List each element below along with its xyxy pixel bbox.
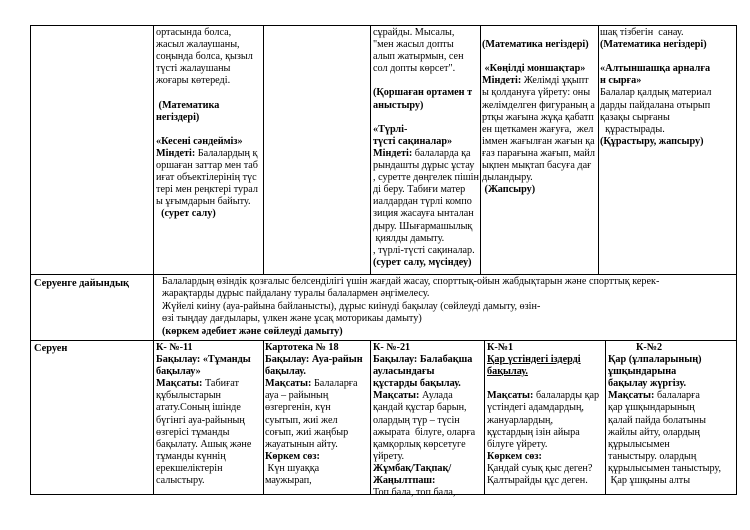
- walk-cell-3: [373, 342, 483, 499]
- text-line: іммен жағылған жағын қа: [482, 135, 595, 147]
- col-border-walk-1: [263, 340, 264, 494]
- text-line: ықпен мықтап басуға дағ: [482, 160, 592, 172]
- text-line: жоғары көтереді.: [156, 75, 231, 87]
- text-line: [156, 87, 262, 99]
- text-line: ерекшеліктерін: [156, 462, 223, 474]
- text-line: [373, 148, 479, 160]
- text-line: бақылау жүргізу.: [608, 378, 687, 390]
- text-line: [156, 148, 262, 160]
- text-line-lead: Мақсаты:: [487, 390, 534, 402]
- top-cell-4: [482, 27, 597, 272]
- text-line: бақылау»: [156, 366, 201, 378]
- label-column-border: [153, 25, 154, 494]
- text-line: , түрлі-түсті сақиналар.: [373, 244, 475, 256]
- text-line: ғаз парағына жағып, майл: [482, 147, 595, 159]
- text-line: [487, 390, 604, 402]
- text-line: құрастырады.: [600, 123, 665, 135]
- text-line: үйрету.: [373, 450, 405, 462]
- text-line: оршаған заттар мен таб: [156, 160, 258, 172]
- text-line-rest: Балаларға: [311, 378, 358, 390]
- text-line: дыландыру.: [482, 172, 533, 184]
- text-line-rest: Аулада: [419, 390, 453, 402]
- text-line: қиялды дамыту.: [373, 232, 445, 244]
- text-line: Жұмбақ/Тақпақ/Жаңылтпаш:: [373, 462, 452, 487]
- text-line: таныстыру. олардың: [608, 450, 697, 462]
- text-line: [373, 75, 479, 87]
- walk-prep-text: [162, 276, 737, 338]
- text-line: «Түрлі-: [373, 123, 408, 135]
- text-line: Қалтырайды құс деген.: [487, 475, 588, 487]
- text-line: (сурет салу): [156, 208, 216, 220]
- text-line: ді беру. Табиғи матер: [373, 184, 466, 196]
- text-line: Картотека № 18: [265, 342, 339, 353]
- text-line: сол допты көрсет".: [373, 63, 456, 75]
- text-line: ауласындағы: [373, 366, 435, 378]
- text-line: соңында болса, қызыл: [156, 51, 253, 63]
- text-line-lead: Міндеті:: [156, 147, 196, 159]
- text-line: , суретте дөңгелек пішін: [373, 172, 479, 184]
- text-line: құрылысымен: [608, 438, 670, 450]
- text-line: қалай пайда болатыны: [608, 414, 706, 426]
- text-line: К- №-21: [373, 342, 411, 353]
- text-line: құбылыстарын: [156, 390, 222, 402]
- row-divider-walk: [30, 340, 737, 341]
- text-line: салыстыру.: [156, 475, 205, 487]
- text-line: түсті жалаушаны: [156, 63, 231, 75]
- walk-cell-2: [265, 342, 369, 492]
- text-line: иғат объектілерінің түс: [156, 172, 257, 184]
- text-line: ы ұғымдарын байыту.: [156, 196, 251, 208]
- text-line: бақылату. Ашық және: [156, 438, 252, 450]
- text-line: Бақылау: Ауа-райын: [265, 354, 363, 366]
- text-line: қандай құстар барын,: [373, 402, 467, 414]
- text-line-lead: Мақсаты:: [265, 378, 312, 390]
- text-line-rest: Желімді ұқыпт: [521, 75, 589, 87]
- text-line: Көркем сөз:: [265, 450, 320, 462]
- text-line: жайлы айту, олардың: [608, 426, 700, 438]
- text-line: үстіндегі адамдардың,: [487, 402, 584, 414]
- text-line: желімделген фигураның а: [482, 99, 595, 111]
- text-line: «Алтыншашқа арналға: [600, 63, 711, 75]
- text-line-rest: Табиғат: [202, 378, 239, 390]
- text-line: қар ұшқындарының: [608, 402, 695, 414]
- col-border-top-2: [370, 25, 371, 274]
- text-line-lead: Мақсаты:: [156, 378, 203, 390]
- text-line: дыру. Шығармашылық: [373, 220, 473, 232]
- text-line: бақылау.: [265, 366, 306, 378]
- text-line: бақылау.: [487, 366, 528, 378]
- text-line: Топ бала, топ бала,: [373, 487, 456, 499]
- text-line: [482, 51, 597, 63]
- text-line: сұрайды. Мысалы,: [373, 27, 455, 38]
- table-left-border: [30, 25, 31, 494]
- text-line: соғып, жиі жаңбыр: [265, 426, 349, 438]
- text-line: жануарлардың,: [487, 414, 554, 426]
- text-line-rest: балаларға: [654, 390, 700, 402]
- text-line: Жүйелі киіну (ауа-райына байланысты), дұрыс киінуді бақылау (сөйлеуді дамыту, өзін-: [162, 300, 541, 312]
- text-line: (Қоршаған ортамен т: [373, 87, 473, 99]
- text-line: Қандай суық қыс деген?: [487, 462, 593, 474]
- text-line: тері мен реңктері турал: [156, 184, 258, 196]
- text-line: [600, 51, 735, 63]
- text-line: К-№2: [608, 342, 663, 353]
- col-border-top-4: [598, 25, 599, 274]
- text-line: ұшқындарына: [608, 366, 677, 378]
- text-line: өзгергенін, күн: [265, 402, 331, 414]
- text-line: жарақтарды дұрыс пайдалану туралы балалармен әңгімелесу.: [162, 288, 430, 300]
- text-line: білуге үйрету.: [487, 438, 548, 450]
- text-line: Қар ұшқыны алты: [608, 475, 691, 487]
- text-line: [608, 390, 735, 402]
- walk-cell-4: [487, 342, 604, 492]
- text-line: ртқы жағына жұқа қабатп: [482, 111, 594, 123]
- text-line: суытып, жиі жел: [265, 414, 338, 426]
- text-line: (Құрастыру, жапсыру): [600, 135, 704, 147]
- text-line: Бақылау: Балабақша: [373, 354, 473, 366]
- text-line: (Математика: [156, 99, 220, 111]
- text-line-lead: Міндеті:: [482, 75, 522, 87]
- col-border-walk-2: [370, 340, 371, 494]
- text-line: дарды пайдалана отырып: [600, 99, 711, 111]
- top-cell-1: [156, 27, 262, 272]
- text-line: жауатынын айту.: [265, 438, 338, 450]
- text-line-lead: Міндеті:: [373, 147, 413, 159]
- text-line: [482, 75, 597, 87]
- walk-cell-5: [608, 342, 735, 492]
- text-line: Балалардың өзіндік қозғалыс белсенділігі үшін жағдай жасау, спорттық-ойын жабдықтарын және спорттық керек-: [162, 276, 660, 287]
- text-line: «Көңілді моншақтар»: [482, 63, 586, 75]
- text-line: [373, 390, 483, 402]
- text-line: [156, 378, 262, 390]
- text-line: (Жапсыру): [482, 184, 536, 196]
- text-line: "мен жасыл допты: [373, 39, 454, 51]
- text-line: рындашты дұрыс ұстау: [373, 160, 475, 172]
- text-line: аныстыру): [373, 99, 424, 111]
- text-line: [482, 27, 597, 39]
- row-label-walk: Серуен: [34, 343, 68, 354]
- col-border-walk-3: [484, 340, 485, 494]
- text-line: қазақы сырғаны: [600, 111, 670, 123]
- row-label-walk-prep: Серуенге дайындық: [34, 278, 130, 289]
- text-line: ортасында болса,: [156, 27, 232, 38]
- text-line: жасыл жалаушаны,: [156, 39, 240, 51]
- walk-cell-1: [156, 342, 262, 492]
- text-line: [487, 378, 604, 390]
- text-line: Балалар қалдық материал: [600, 87, 712, 99]
- text-line: Қар үстіндегі іздерді: [487, 354, 581, 366]
- text-line: қамқорлық көрсетуге: [373, 438, 466, 450]
- row-divider-prep: [30, 274, 737, 275]
- text-line-lead: Мақсаты:: [373, 390, 420, 402]
- text-line: К-№1: [487, 342, 514, 353]
- table-right-border: [736, 25, 737, 494]
- text-line: құстарды бақылау.: [373, 378, 461, 390]
- text-line: ажырата білуге, оларға: [373, 426, 476, 438]
- table-top-border: [30, 25, 737, 26]
- top-cell-3: [373, 27, 479, 272]
- text-line: (Математика негіздері): [482, 39, 589, 51]
- text-line: (сурет салу, мүсіндеу): [373, 256, 472, 268]
- text-line: алып жатырмын, сен: [373, 51, 464, 63]
- text-line-lead: Мақсаты:: [608, 390, 655, 402]
- text-line: [156, 124, 262, 136]
- col-border-top-3: [480, 25, 481, 274]
- text-line-rest: балаларды қар: [533, 390, 600, 402]
- text-line-rest: Балалардың қ: [195, 147, 258, 159]
- top-cell-2: [265, 27, 369, 272]
- text-line: тұманды күннің: [156, 450, 226, 462]
- text-line: Қар (ұлпаларының): [608, 354, 702, 366]
- col-border-top-1: [263, 25, 264, 274]
- text-line-rest: балаларда қа: [412, 147, 471, 159]
- top-cell-5: [600, 27, 735, 272]
- text-line: н сырға»: [600, 75, 642, 87]
- text-line: түсті сақиналар»: [373, 135, 453, 147]
- text-line: (көркем әдебиет және сөйлеуді дамыту): [162, 325, 343, 337]
- text-line: К- №-11: [156, 342, 193, 353]
- text-line: иалдардан түрлі компо: [373, 196, 472, 208]
- text-line: құстардың ізін айыра: [487, 426, 580, 438]
- text-line: ен щеткамен жағуға, жел: [482, 123, 594, 135]
- text-line: [373, 112, 479, 124]
- text-line: Бақылау: «Тұманды: [156, 354, 251, 366]
- text-line: олардың түр – түсін: [373, 414, 460, 426]
- text-line: өзі тыңдау дағдылары, үлкен және ұсақ моторикаы дамыту): [162, 313, 422, 325]
- text-line: зиция жасауға ынталан: [373, 208, 474, 220]
- text-line: Күн шуаққа: [265, 462, 320, 474]
- text-line: ы қолдануға үйрету: оны: [482, 87, 591, 99]
- text-line: [265, 378, 369, 390]
- text-line: бүгінгі ауа-райының: [156, 414, 245, 426]
- text-line: Көркем сөз:: [487, 450, 542, 462]
- text-line: маужырап,: [265, 475, 312, 487]
- text-line: негіздері): [156, 111, 200, 123]
- text-line: шақ тізбегін санау.: [600, 27, 684, 38]
- text-line: құрылысымен таныстыру,: [608, 462, 722, 474]
- text-line: атату.Соның ішінде: [156, 402, 241, 414]
- text-line: өзгерісі тұманды: [156, 426, 230, 438]
- text-line: (Математика негіздері): [600, 39, 707, 51]
- text-line: ауа – райының: [265, 390, 329, 402]
- col-border-walk-4: [605, 340, 606, 494]
- text-line: «Кесені сәндейміз»: [156, 135, 243, 147]
